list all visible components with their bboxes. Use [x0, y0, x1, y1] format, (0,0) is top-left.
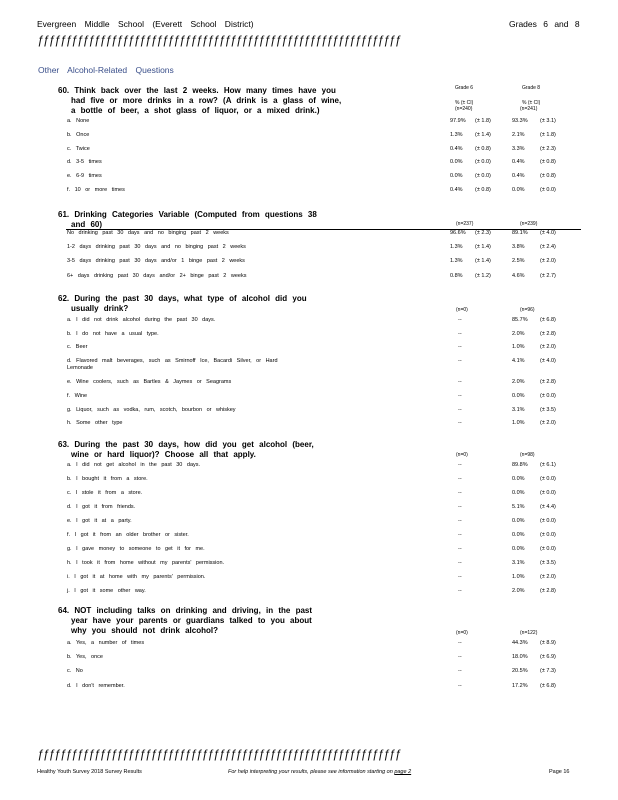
question-title-line: usually drink? — [71, 304, 129, 313]
grade8-ci: (± 6.8) — [540, 317, 556, 323]
grade6-ci: (± 1.8) — [475, 118, 491, 124]
table-row — [0, 358, 618, 369]
question-title-line: 62. During the past 30 days, what type of alcohol did you — [58, 294, 307, 303]
grade8-n: (n=241) — [520, 106, 538, 112]
grade6-value: -- — [458, 317, 462, 323]
grade8-value: 89.8% — [512, 462, 528, 468]
grade8-value: 5.1% — [512, 504, 525, 510]
footer-help-text — [228, 769, 411, 775]
grade6-value: 0.4% — [450, 187, 463, 193]
grade6-ci: (± 1.4) — [475, 244, 491, 251]
grade6-value: -- — [458, 357, 462, 364]
grade8-value: 2.0% — [512, 330, 525, 337]
footer-help-message: For help interpreting your results, please see information starting on — [228, 769, 393, 775]
row-label: d. 3-5 times — [67, 159, 102, 166]
grade6-value: -- — [458, 476, 462, 482]
grade8-n-label: (n=122) — [520, 630, 538, 636]
grade8-value: 17.2% — [512, 682, 528, 689]
grade8-ci: (± 6.8) — [540, 682, 556, 689]
grade8-value: 0.0% — [512, 393, 525, 399]
grade8-value: 2.0% — [512, 588, 525, 594]
grade6-value: -- — [458, 462, 462, 468]
table-row — [0, 344, 618, 355]
question-title-line: had five or more drinks in a row? (A drink is a glass of wine, — [71, 96, 342, 105]
grade6-value: 1.3% — [450, 244, 463, 251]
grade8-value: 2.1% — [512, 131, 525, 138]
grade6-ci: (± 0.8) — [475, 145, 491, 152]
grade6-value: -- — [458, 518, 462, 524]
grade8-value: 0.0% — [512, 518, 525, 524]
footer-page-number: Page 16 — [549, 769, 570, 775]
table-row — [0, 420, 618, 431]
table-row — [0, 668, 618, 679]
row-label: a. I did not drink alcohol during the past 30 days. — [67, 317, 216, 323]
table-row — [0, 132, 618, 143]
grade8-value: 20.5% — [512, 668, 528, 675]
row-label: b. I bought it from a store. — [67, 476, 148, 482]
question-title-line: a bottle of beer, a shot glass of liquor, or a mixed drink.) — [71, 106, 320, 115]
grade6-value: -- — [458, 574, 462, 580]
footer-survey-name: Healthy Youth Survey 2018 Survey Results — [37, 769, 142, 775]
grade8-value: 4.6% — [512, 272, 525, 279]
row-label: f. 10 or more times — [67, 187, 125, 193]
grade8-ci: (± 2.0) — [540, 258, 556, 265]
table-row — [0, 393, 618, 404]
table-row — [0, 574, 618, 585]
grade8-value: 1.0% — [512, 574, 525, 580]
grade6-value: -- — [458, 560, 462, 566]
grade6-ci: (± 1.4) — [475, 258, 491, 265]
grade8-ci: (± 0.8) — [540, 159, 556, 166]
question-title — [58, 294, 307, 314]
grade8-n-label: (n=98) — [520, 452, 535, 458]
grade8-value: 4.1% — [512, 357, 525, 364]
grade8-value: 2.5% — [512, 258, 525, 265]
question-title — [58, 440, 314, 460]
grade8-value: 3.1% — [512, 406, 525, 413]
row-label: f. Wine — [67, 393, 88, 399]
grade8-ci: (± 0.0) — [540, 532, 556, 538]
grade8-ci: (± 4.0) — [540, 230, 556, 236]
grade6-n-label: (n=0) — [456, 452, 468, 458]
grade8-value: 3.8% — [512, 244, 525, 251]
question-title-line: 60. Think back over the last 2 weeks. How many times have you — [58, 86, 336, 95]
grade6-value: 1.3% — [450, 258, 463, 265]
grade6-ci: (± 1.2) — [475, 272, 491, 279]
row-label: a. Yes, a number of times — [67, 640, 145, 646]
table-row — [0, 187, 618, 198]
grade8-value: 0.0% — [512, 546, 525, 552]
row-label: i. I got it at home with my parents' permission. — [67, 574, 206, 580]
grade8-value: 1.0% — [512, 420, 525, 427]
row-label: 1-2 days drinking past 30 days and no binging past 2 weeks — [67, 244, 246, 251]
row-label: d. I got it from friends. — [67, 504, 136, 510]
row-label: No drinking past 30 days and no binging past 2 weeks — [67, 230, 229, 236]
table-row — [0, 640, 618, 651]
question-title-line: why you should not drink alcohol? — [71, 626, 218, 635]
row-label: c. No — [67, 668, 83, 675]
row-label: e. 6-9 times — [67, 173, 102, 180]
table-row — [0, 518, 618, 529]
grade6-value: -- — [458, 668, 462, 675]
grade8-value: 3.1% — [512, 560, 525, 566]
grade8-ci: (± 2.8) — [540, 330, 556, 337]
table-row — [0, 146, 618, 157]
grade6-value: -- — [458, 532, 462, 538]
table-row — [0, 476, 618, 487]
question-title-line: 64. NOT including talks on drinking and driving, in the past — [58, 606, 313, 615]
grade8-ci: (± 2.0) — [540, 574, 556, 580]
grade8-ci: (± 4.0) — [540, 357, 556, 364]
grade6-ci: (± 0.0) — [475, 159, 491, 166]
grade8-n-label: (n=239) — [520, 221, 538, 227]
grade8-ci: (± 8.9) — [540, 640, 556, 646]
grade8-ci: (± 3.5) — [540, 560, 556, 566]
grade6-n-label: (n=0) — [456, 630, 468, 636]
table-row — [0, 560, 618, 571]
grade8-value: 44.3% — [512, 640, 528, 646]
row-label: g. Liquor, such as vodka, rum, scotch, bourbon or whiskey — [67, 406, 236, 413]
section-title: Other Alcohol-Related Questions — [38, 65, 174, 75]
grade6-value: -- — [458, 490, 462, 496]
grade6-value: -- — [458, 588, 462, 594]
grade6-value: 1.3% — [450, 131, 463, 138]
grade6-value: 0.8% — [450, 272, 463, 279]
grade6-header: Grade 6 — [455, 85, 474, 91]
grade6-value: -- — [458, 640, 462, 646]
grade6-ci: (± 1.4) — [475, 131, 491, 138]
grade8-ci: (± 0.0) — [540, 187, 556, 193]
grade8-ci: (± 2.0) — [540, 420, 556, 427]
question-title — [58, 86, 341, 116]
grade8-value: 0.0% — [512, 490, 525, 496]
row-label-continued: Lemonade — [67, 364, 93, 371]
row-label: b. Yes, once — [67, 654, 103, 661]
table-row — [0, 407, 618, 418]
grade8-value: 0.0% — [512, 532, 525, 538]
table-row — [0, 532, 618, 543]
table-row — [0, 159, 618, 170]
grade8-ci: (± 0.0) — [540, 393, 556, 399]
table-row — [0, 317, 618, 328]
grade8-ci: (± 2.0) — [540, 344, 556, 351]
grade8-ci: (± 0.0) — [540, 546, 556, 552]
grade8-ci: (± 6.9) — [540, 654, 556, 661]
grade8-ci: (± 7.3) — [540, 668, 556, 675]
row-label: b. Once — [67, 131, 90, 138]
grade6-value: -- — [458, 379, 462, 386]
grade8-value: 93.3% — [512, 118, 528, 124]
row-label: e. I got it at a party. — [67, 518, 132, 524]
grade8-value: 0.4% — [512, 173, 525, 180]
question-title — [58, 606, 312, 636]
grade8-ci: (± 2.8) — [540, 588, 556, 594]
table-row — [0, 504, 618, 515]
grade8-ci: (± 1.8) — [540, 131, 556, 138]
row-label: a. None — [67, 118, 90, 124]
grade6-value: -- — [458, 330, 462, 337]
footer-page-link[interactable]: page 2 — [394, 769, 412, 775]
table-row — [0, 331, 618, 342]
table-row — [0, 273, 618, 284]
grade8-ci: (± 0.0) — [540, 518, 556, 524]
grade8-ci: (± 3.1) — [540, 118, 556, 124]
grade6-value: -- — [458, 420, 462, 427]
grades-label: Grades 6 and 8 — [509, 19, 580, 29]
grade8-ci: (± 2.8) — [540, 379, 556, 386]
question-title-line: 61. Drinking Categories Variable (Computed from questions 38 — [58, 210, 317, 219]
grade8-ci: (± 4.4) — [540, 504, 556, 510]
table-row — [0, 230, 618, 241]
grade8-ci: (± 6.1) — [540, 462, 556, 468]
question-title-line: year have your parents or guardians talked to you about — [71, 616, 312, 625]
grade8-ci: (± 2.3) — [540, 145, 556, 152]
decorative-divider-bottom: ƒƒƒƒƒƒƒƒƒƒƒƒƒƒƒƒƒƒƒƒƒƒƒƒƒƒƒƒƒƒƒƒƒƒƒƒƒƒƒƒƒƒƒƒƒƒƒƒƒƒƒƒƒƒƒƒƒƒƒƒƒƒƒƒ — [37, 747, 401, 761]
grade8-ci: (± 2.4) — [540, 244, 556, 251]
grade8-n-label: (n=96) — [520, 307, 535, 313]
grade6-value: 0.4% — [450, 145, 463, 152]
grade8-value: 85.7% — [512, 317, 528, 323]
table-row — [0, 654, 618, 665]
school-name: Evergreen Middle School (Everett School District) — [37, 19, 254, 29]
grade6-n: (n=240) — [455, 106, 473, 112]
grade8-value: 1.0% — [512, 344, 525, 351]
decorative-divider-top: ƒƒƒƒƒƒƒƒƒƒƒƒƒƒƒƒƒƒƒƒƒƒƒƒƒƒƒƒƒƒƒƒƒƒƒƒƒƒƒƒƒƒƒƒƒƒƒƒƒƒƒƒƒƒƒƒƒƒƒƒƒƒƒƒ — [37, 33, 401, 47]
table-row — [0, 379, 618, 390]
table-row — [0, 118, 618, 129]
grade6-value: 0.0% — [450, 159, 463, 166]
table-row — [0, 683, 618, 694]
grade6-value: -- — [458, 344, 462, 351]
grade8-value: 89.1% — [512, 230, 528, 236]
grade6-ci: (± 2.3) — [475, 230, 491, 236]
grade8-ci: (± 0.0) — [540, 476, 556, 482]
grade8-value: 0.0% — [512, 476, 525, 482]
grade6-pct-ci: % (± CI) — [455, 100, 474, 106]
table-row — [0, 258, 618, 269]
question-title-line: 63. During the past 30 days, how did you get alcohol (beer, — [58, 440, 314, 449]
grade8-ci: (± 0.0) — [540, 490, 556, 496]
row-label: c. Beer — [67, 344, 88, 351]
row-label: h. I took it from home without my parents' permission. — [67, 560, 225, 566]
row-label: b. I do not have a usual type. — [67, 330, 159, 337]
grade6-value: -- — [458, 393, 462, 399]
row-label: e. Wine coolers, such as Bartles & Jaymes or Seagrams — [67, 379, 232, 386]
grade6-value: 0.0% — [450, 173, 463, 180]
grade8-value: 0.0% — [512, 187, 525, 193]
grade8-value: 3.3% — [512, 145, 525, 152]
row-label: c. I stole it from a store. — [67, 490, 143, 496]
grade6-value: -- — [458, 504, 462, 510]
grade6-value: 96.6% — [450, 230, 466, 236]
question-title-line: and 60) — [71, 220, 103, 229]
row-label: a. I did not get alcohol in the past 30 days. — [67, 462, 201, 468]
row-label: f. I got it from an older brother or sister. — [67, 532, 189, 538]
grade6-n-label: (n=237) — [456, 221, 474, 227]
row-label: d. Flavored malt beverages, such as Smirnoff Ice, Bacardi Silver, or Hard — [67, 357, 278, 364]
grade8-ci: (± 2.7) — [540, 272, 556, 279]
grade6-value: -- — [458, 546, 462, 552]
grade6-value: -- — [458, 654, 462, 661]
grade6-ci: (± 0.0) — [475, 173, 491, 180]
table-row — [0, 244, 618, 255]
question-title — [58, 210, 317, 230]
table-row — [0, 490, 618, 501]
row-label: g. I gave money to someone to get it for me. — [67, 546, 205, 552]
row-label: d. I don't remember. — [67, 682, 125, 689]
grade8-pct-ci: % (± CI) — [522, 100, 541, 106]
grade8-value: 2.0% — [512, 379, 525, 386]
grade8-ci: (± 3.5) — [540, 406, 556, 413]
grade8-value: 18.0% — [512, 654, 528, 661]
table-row — [0, 588, 618, 599]
grade6-ci: (± 0.8) — [475, 187, 491, 193]
row-label: j. I got it some other way. — [67, 588, 146, 594]
table-row — [0, 546, 618, 557]
grade8-value: 0.4% — [512, 159, 525, 166]
grade6-value: -- — [458, 682, 462, 689]
table-row — [0, 462, 618, 473]
grade8-ci: (± 0.8) — [540, 173, 556, 180]
row-label: h. Some other type — [67, 420, 123, 427]
grade6-value: 97.9% — [450, 118, 466, 124]
question-title-line: wine or hard liquor)? Choose all that apply. — [71, 450, 256, 459]
row-label: 3-5 days drinking past 30 days and/or 1 binge past 2 weeks — [67, 258, 245, 265]
row-label: 6+ days drinking past 30 days and/or 2+ binge past 2 weeks — [67, 272, 247, 279]
grade8-header: Grade 8 — [522, 85, 541, 91]
grade6-value: -- — [458, 406, 462, 413]
table-row — [0, 173, 618, 184]
grade6-n-label: (n=0) — [456, 307, 468, 313]
row-label: c. Twice — [67, 145, 90, 152]
